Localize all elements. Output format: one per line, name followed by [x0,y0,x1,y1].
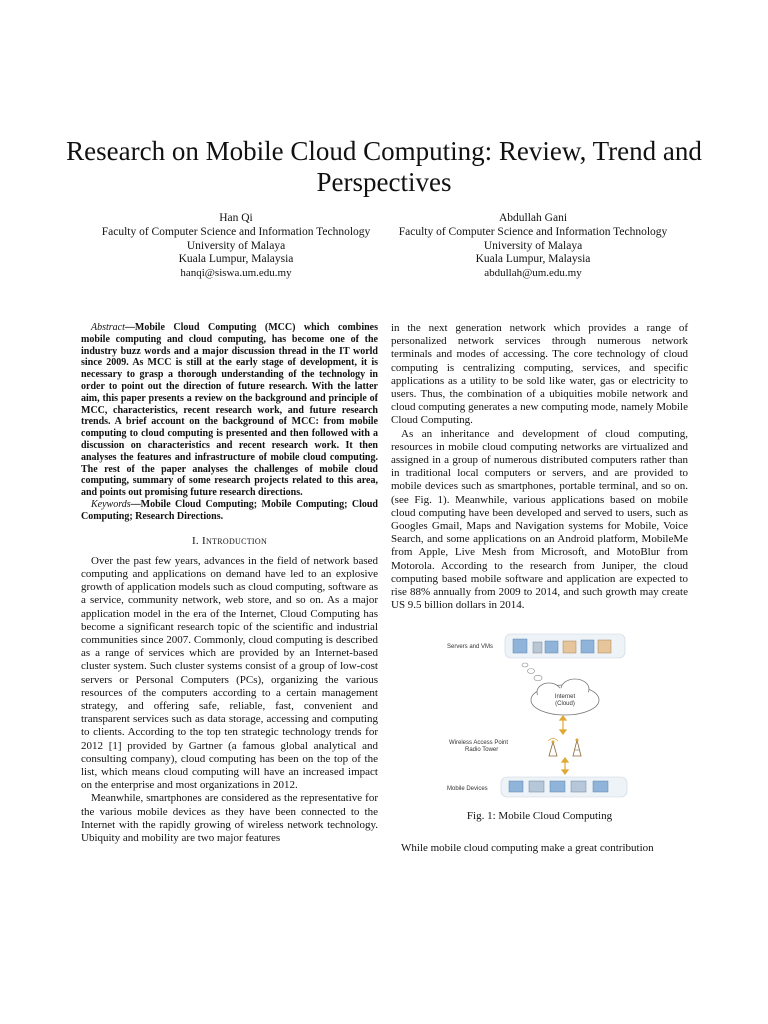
author-block-2 [383,212,683,281]
keywords [81,499,378,523]
right-paragraph-1: in the next generation network which provides a range of personalized network services through numerous network terminals and modes of accessing. The core technology of cloud computing is centralizing computing, services, and specific applications as a utility to be sold like water, gas or electricity to users. Thus, the combination of a ubiquities mobile network and cloud computing generates a new computing mode, namely Mobile Cloud Computing. [391,322,688,427]
server-icon [533,642,542,653]
author-email: hanqi@siswa.um.edu.my [180,267,292,280]
section-heading-introduction [81,535,378,548]
author-name: Han Qi [219,212,253,224]
internet-cloud [531,679,599,715]
section-number: I. [191,534,199,547]
paper-title: Research on Mobile Cloud Computing: Review, Trend and Perspectives [66,136,702,197]
laptop-icon [550,781,565,792]
author-name: Abdullah Gani [498,212,568,224]
label-wap: Wireless Access Point [449,740,509,747]
section-title: Introduction [202,534,268,547]
abstract-label: Abstract [91,322,125,333]
tablet-icon [529,781,544,792]
arrow-cloud-tower [560,716,566,734]
server-icon [598,640,611,653]
label-tower: Radio Tower [465,747,499,754]
abstract [81,322,378,499]
figure-caption: Fig. 1: Mobile Cloud Computing [466,810,613,823]
author-affiliation: Faculty of Computer Science and Information Technology [398,225,668,238]
author-affiliation: Faculty of Computer Science and Information Technology [101,225,371,238]
access-point-icon [573,739,581,757]
left-column [81,322,378,845]
label-internet: Internet [554,694,576,701]
radio-tower-icon [548,739,558,757]
cloud-bubbles [522,663,542,681]
abstract-text: —Mobile Cloud Computing (MCC) which combines mobile computing and cloud computing, has become one of the industry buzz words and a major discussion thread in the IT world since 2009. As MCC is still at the early stage of development, it is necessary to grasp a thorough understanding of the technology in order to point out the direction of future research. With the latter aim, this paper presents a review on the background and principle of MCC, characteristics, recent research work, and future research trends. A brief account on the background of MCC: from mobile computing to cloud computing is presented and then followed with a discussion on characteristics and recent research work. It then analyses the features and infrastructure of mobile cloud computing. The rest of the paper analyses the challenges of mobile cloud computing, summary of some research projects related to this area, and points out promising future research directions. [81,322,378,499]
arrow-tower-devices [562,758,568,774]
mcc-diagram [445,632,631,802]
tablet-icon [571,781,586,792]
label-servers: Servers and VMs [447,644,494,651]
author-location: Kuala Lumpur, Malaysia [178,253,294,266]
server-icon [581,640,594,653]
laptop-icon [593,781,608,792]
author-university: University of Malaya [186,239,286,252]
right-paragraph-3: While mobile cloud computing make a great contribution [401,841,654,854]
author-location: Kuala Lumpur, Malaysia [475,253,591,266]
author-email: abdullah@um.edu.my [484,267,582,280]
figure-1-mcc-diagram [445,632,631,802]
keywords-label: Keywords [91,498,131,510]
keywords-text: —Mobile Cloud Computing; Mobile Computing; Cloud Computing; Research Directions. [81,498,378,522]
laptop-icon [509,781,523,792]
intro-paragraph-2: Meanwhile, smartphones are considered as the representative for the various mobile devices as they have been connected to the Internet with the rapidly growing of wireless network technology. Ubiquity and mobility are two major features [81,792,378,845]
right-column [391,322,688,855]
author-university: University of Malaya [483,239,583,252]
right-paragraph-2: As an inheritance and development of cloud computing, resources in mobile cloud computing networks are virtualized and assigned in a group of numerous distributed computers rather than in traditional local computers or servers, and are provided to mobile devices such as smartphones, portable terminal, and so on. (see Fig. 1). Meanwhile, various applications based on mobile cloud computing have been developed and served to users, such as Googles Gmail, Maps and Navigation systems for Mobile, Voice Search, and some applications on an Android platform, MobileMe from Apple, Live Mesh from Microsoft, and MotoBlur from Motorola. According to the research from Juniper, the cloud computing based mobile software and application are expected to rise 88% annually from 2009 to 2014, and such growth may create US 9.5 billion dollars in 2014. [391,427,688,612]
server-icon [513,639,527,653]
label-cloud: (Cloud) [555,701,575,708]
author-block-1 [86,212,386,281]
server-icon [563,641,576,653]
label-devices: Mobile Devices [447,786,488,793]
intro-paragraph-1: Over the past few years, advances in the field of network based computing and applications on demand have led to an explosive growth of application models such as cloud computing, software as a service, community network, web store, and so on. As a major application model in the era of the Internet, Cloud Computing has become a significant research topic of the scientific and industrial communities since 2007. Commonly, cloud computing is described as a range of services which are provided by an Internet-based cluster system. Such cluster systems consist of a group of low-cost servers or Personal Computers (PCs), organizing the various resources of the computers according to a certain management strategy, and offering safe, reliable, fast, convenient and transparent services such as data storage, accessing and computing to clients. According to the top ten strategic technology trends for 2012 [1] provided by Gartner (a famous global analytical and consulting company), cloud computing has been on the top of the list, which means cloud computing will have an increased impact on the enterprise and most organizations in 2012. [81,554,378,792]
server-icon [545,641,558,653]
